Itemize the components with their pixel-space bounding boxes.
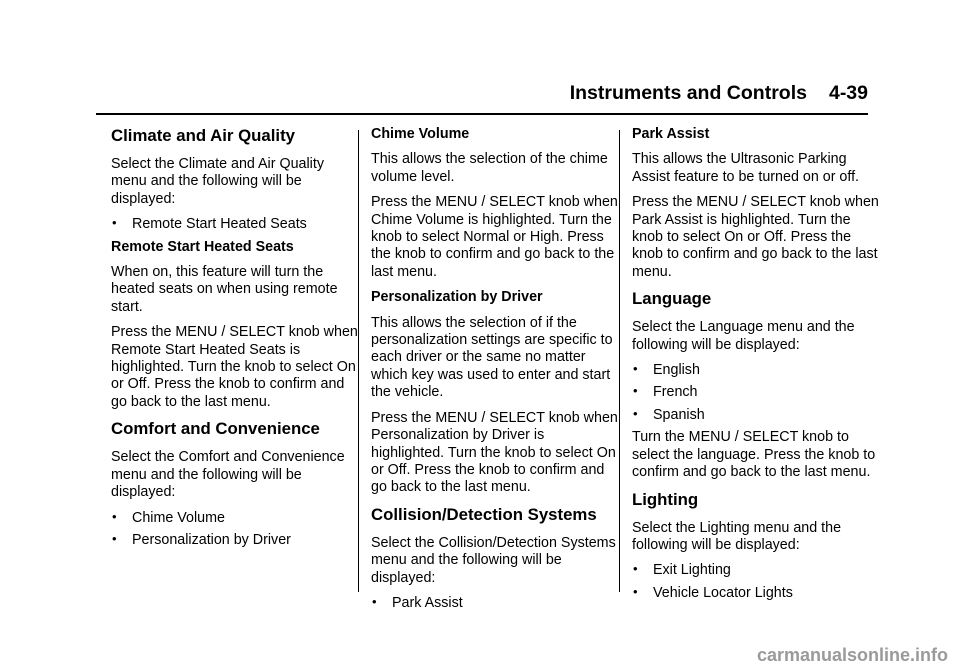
list-item: • Exit Lighting [633,561,731,579]
bullet-icon: • [372,593,377,609]
heading-collision-detection-systems: Collision/Detection Systems [371,504,597,524]
heading-language: Language [632,289,712,309]
bullet-icon: • [633,383,638,399]
heading-comfort-convenience: Comfort and Convenience [111,419,320,439]
bullet-list [111,510,361,550]
bullet-icon: • [633,561,638,577]
list-item: • Vehicle Locator Lights [633,583,793,601]
paragraph: Select the Comfort and Convenience menu and the following will be displayed: [111,449,345,501]
paragraph: Select the Climate and Air Quality menu and the following will be displayed: [111,156,324,207]
bullet-icon: • [633,583,638,599]
list-item: • English [633,361,700,379]
bullet-list [632,362,882,424]
paragraph: Press the MENU / SELECT knob when Personalization by Driver is highlighted. Turn the knob to select On or Off. Press the knob to confirm and go back to the last menu. [371,409,618,496]
paragraph: Press the MENU / SELECT knob when Remote Start Heated Seats is highlighted. Turn the knob to select On or Off. Press the knob to confirm and go back to the last menu. [111,324,358,410]
subheading-remote-start-heated-seats: Remote Start Heated Seats [111,238,294,255]
bullet-icon: • [112,215,117,231]
paragraph: When on, this feature will turn the heated seats on when using remote start. [111,264,338,315]
section-title: Instruments and Controls [569,82,807,104]
list-item: • Park Assist [372,593,463,611]
column-3 [632,126,882,607]
paragraph: Press the MENU / SELECT knob when Chime Volume is highlighted. Turn the knob to select Normal or High. Press the knob to confirm and go back to the last menu. [371,194,618,280]
heading-lighting: Lighting [632,489,699,509]
paragraph: Select the Language menu and the following will be displayed: [632,319,855,353]
paragraph: Press the MENU / SELECT knob when Park Assist is highlighted. Turn the knob to select On or Off. Press the knob to confirm and go back to the last menu. [632,194,879,280]
list-item: • Remote Start Heated Seats [112,215,307,233]
bullet-icon: • [633,361,638,377]
bullet-list [632,562,882,602]
subheading-park-assist: Park Assist [632,126,710,142]
list-item: • French [633,383,698,401]
subheading-chime-volume: Chime Volume [371,126,470,142]
paragraph: Select the Collision/Detection Systems menu and the following will be displayed: [371,534,616,586]
list-item: • Personalization by Driver [112,530,291,548]
column-2 [371,126,621,617]
paragraph: This allows the selection of the chime volume level. [371,151,608,185]
bullet-icon: • [112,508,117,524]
list-item: • Spanish [633,405,705,423]
bullet-icon: • [112,530,117,546]
paragraph: This allows the Ultrasonic Parking Assist feature to be turned on or off. [632,151,860,185]
paragraph: Turn the MENU / SELECT knob to select the language. Press the knob to confirm and go back to the last menu. [632,429,876,481]
bullet-list [111,216,361,233]
watermark: carmanualsonline.info [756,645,948,665]
page-header [96,82,868,105]
list-item: • Chime Volume [112,508,225,526]
header-rule [96,113,868,115]
paragraph: Select the Lighting menu and the following will be displayed: [632,519,842,553]
page-number: 4-39 [828,82,868,104]
paragraph: This allows the selection of if the personalization settings are specific to each driver or the same no matter which key was used to enter and start the vehicle. [371,314,613,401]
bullet-icon: • [633,405,638,421]
bullet-list [371,595,621,612]
heading-climate-air-quality: Climate and Air Quality [111,126,296,145]
column-1 [111,126,361,554]
subheading-personalization-by-driver: Personalization by Driver [371,289,543,306]
